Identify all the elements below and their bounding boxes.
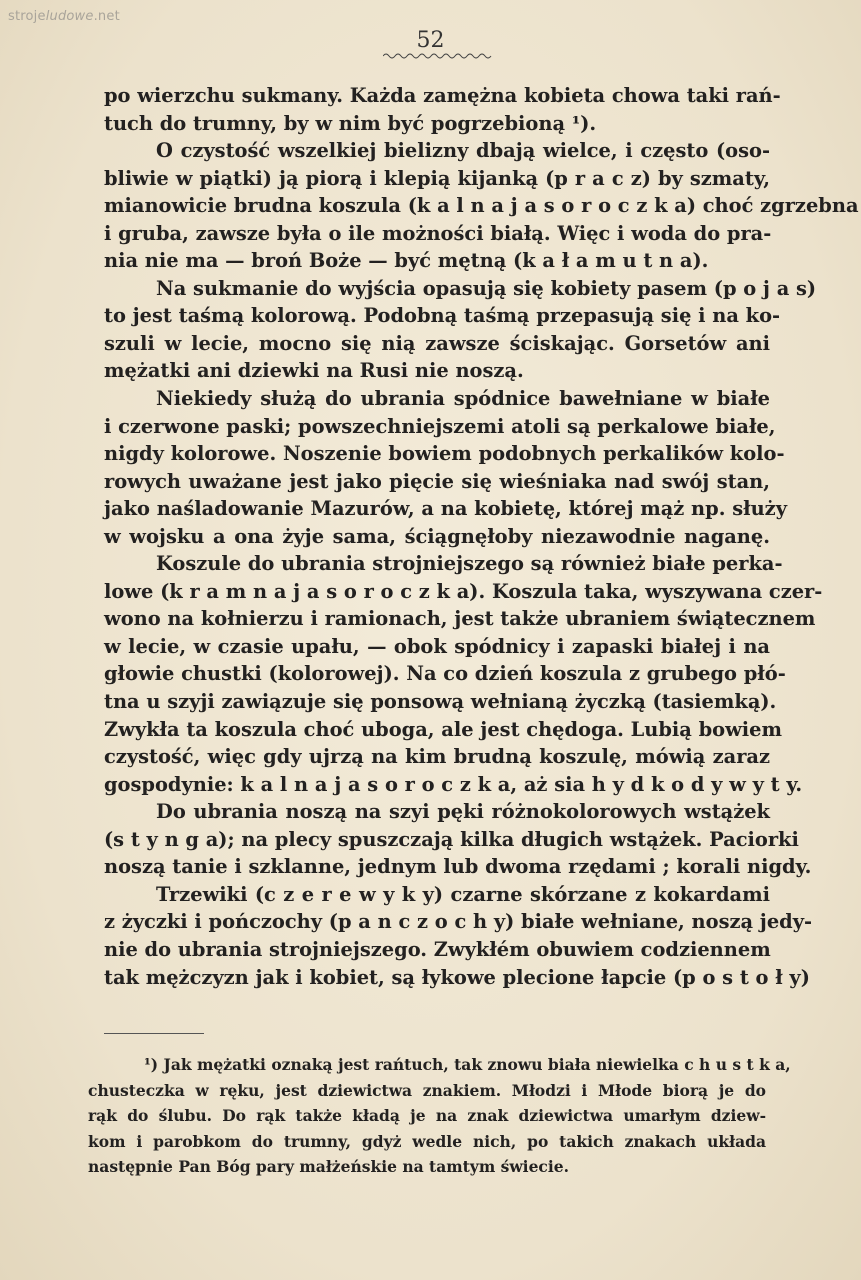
text-line: tuch do trumny, by w nim być pogrzebioną ¹). <box>104 111 597 135</box>
footnote-line: chusteczka w ręku, jest dziewictwa znakiem. Młodzi i Młode biorą je do <box>88 1080 766 1100</box>
text-line: po wierzchu sukmany. Każda zamężna kobieta chowa taki rań- <box>104 84 781 107</box>
text-line: bliwie w piątki) ją piorą i klepią kijanką (p r a c z) by szmaty, <box>104 166 770 190</box>
text-line: mianowicie brudna koszula (k a l n a j a s o r o c z k a) choć zgrzebna <box>104 194 859 218</box>
text-line: z życzki i pończochy (p a n c z o c h y) białe wełniane, noszą jedy- <box>104 910 813 934</box>
text-line: nie do ubrania strojniejszego. Zwykłém obuwiem codziennem <box>104 937 771 961</box>
text-line: szuli w lecie, mocno się nią zawsze ściskając. Gorsetów ani <box>104 331 770 355</box>
text-line: nigdy kolorowe. Noszenie bowiem podobnych perkalików kolo- <box>104 442 785 466</box>
text-line: O czystość wszelkiej bielizny dbają wielce, i często (oso- <box>156 139 770 163</box>
watermark-part-1: stroje <box>8 9 46 24</box>
text-line: w wojsku a ona żyje sama, ściągnęłoby niezawodnie naganę. <box>104 524 770 548</box>
text-line: (s t y n g a); na plecy spuszczają kilka długich wstążek. Paciorki <box>104 827 799 851</box>
text-line: Do ubrania noszą na szyi pęki różnokolorowych wstążek <box>156 800 770 824</box>
text-line: tna u szyji zawiązuje się ponsową wełnianą życzką (tasiemką). <box>104 690 777 714</box>
text-line: w lecie, w czasie upału, — obok spódnicy i zapaski białej i na <box>104 634 770 658</box>
footnote-divider <box>104 1033 204 1034</box>
watermark-part-3: .net <box>93 9 120 24</box>
text-line: rowych uważane jest jako pięcie się wieśniaka nad swój stan, <box>104 469 770 493</box>
text-line: lowe (k r a m n a j a s o r o c z k a). Koszula taka, wyszywana czer- <box>104 579 823 603</box>
text-line: Trzewiki (c z e r e w y k y) czarne skórzane z kokardami <box>156 882 770 906</box>
text-line: wono na kołnierzu i ramionach, jest także ubraniem świątecznem <box>104 607 816 631</box>
body-text <box>104 82 859 991</box>
site-watermark <box>8 9 120 24</box>
text-line: mężatki ani dziewki na Rusi nie noszą. <box>104 359 524 383</box>
text-line: Koszule do ubrania strojniejszego są również białe perka- <box>156 552 783 576</box>
footnote <box>88 1052 791 1180</box>
footnote-line: rąk do ślubu. Do rąk także kładą je na znak dziewictwa umarłym dziew- <box>88 1106 766 1125</box>
text-line: gospodynie: k a l n a j a s o r o c z k a, aż sia h y d k o d y w y t y. <box>104 772 803 796</box>
text-line: czystość, więc gdy ujrzą na kim brudną koszulę, mówią zaraz <box>104 745 770 769</box>
footnote-line: kom i parobkom do trumny, gdyż wedle nich, po takich znakach układa <box>88 1131 766 1151</box>
text-line: tak mężczyzn jak i kobiet, są łykowe plecione łapcie (p o s t o ł y) <box>104 965 810 989</box>
footnote-line: następnie Pan Bóg pary małżeńskie na tamtym świecie. <box>88 1157 570 1176</box>
text-line: i czerwone paski; powszechniejszemi atoli są perkalowe białe, <box>104 414 776 438</box>
watermark-part-2: ludowe <box>45 9 94 24</box>
text-line: nia nie ma — broń Boże — być mętną (k a ł a m u t n a). <box>104 249 709 273</box>
footnote-line: ¹) Jak mężatki oznaką jest rańtuch, tak znowu biała niewielka c h u s t k a, <box>144 1055 791 1074</box>
text-line: Na sukmanie do wyjścia opasują się kobiety pasem (p o j a s) <box>156 276 817 300</box>
text-line: jako naśladowanie Mazurów, a na kobietę, której mąż np. służy <box>104 497 787 521</box>
wavy-ornament-icon <box>383 52 493 60</box>
text-line: Niekiedy służą do ubrania spódnice bawełniane w białe <box>156 387 770 411</box>
text-line: głowie chustki (kolorowej). Na co dzień koszula z grubego płó- <box>104 662 786 686</box>
text-line: Zwykła ta koszula choć uboga, ale jest chędoga. Lubią bowiem <box>104 717 783 741</box>
page-number: 52 <box>416 28 445 53</box>
text-line: i gruba, zawsze była o ile możności białą. Więc i woda do pra- <box>104 221 772 245</box>
text-line: noszą tanie i szklanne, jednym lub dwoma rzędami ; korali nigdy. <box>104 855 812 879</box>
text-line: to jest taśmą kolorową. Podobną taśmą przepasują się i na ko- <box>104 304 781 328</box>
